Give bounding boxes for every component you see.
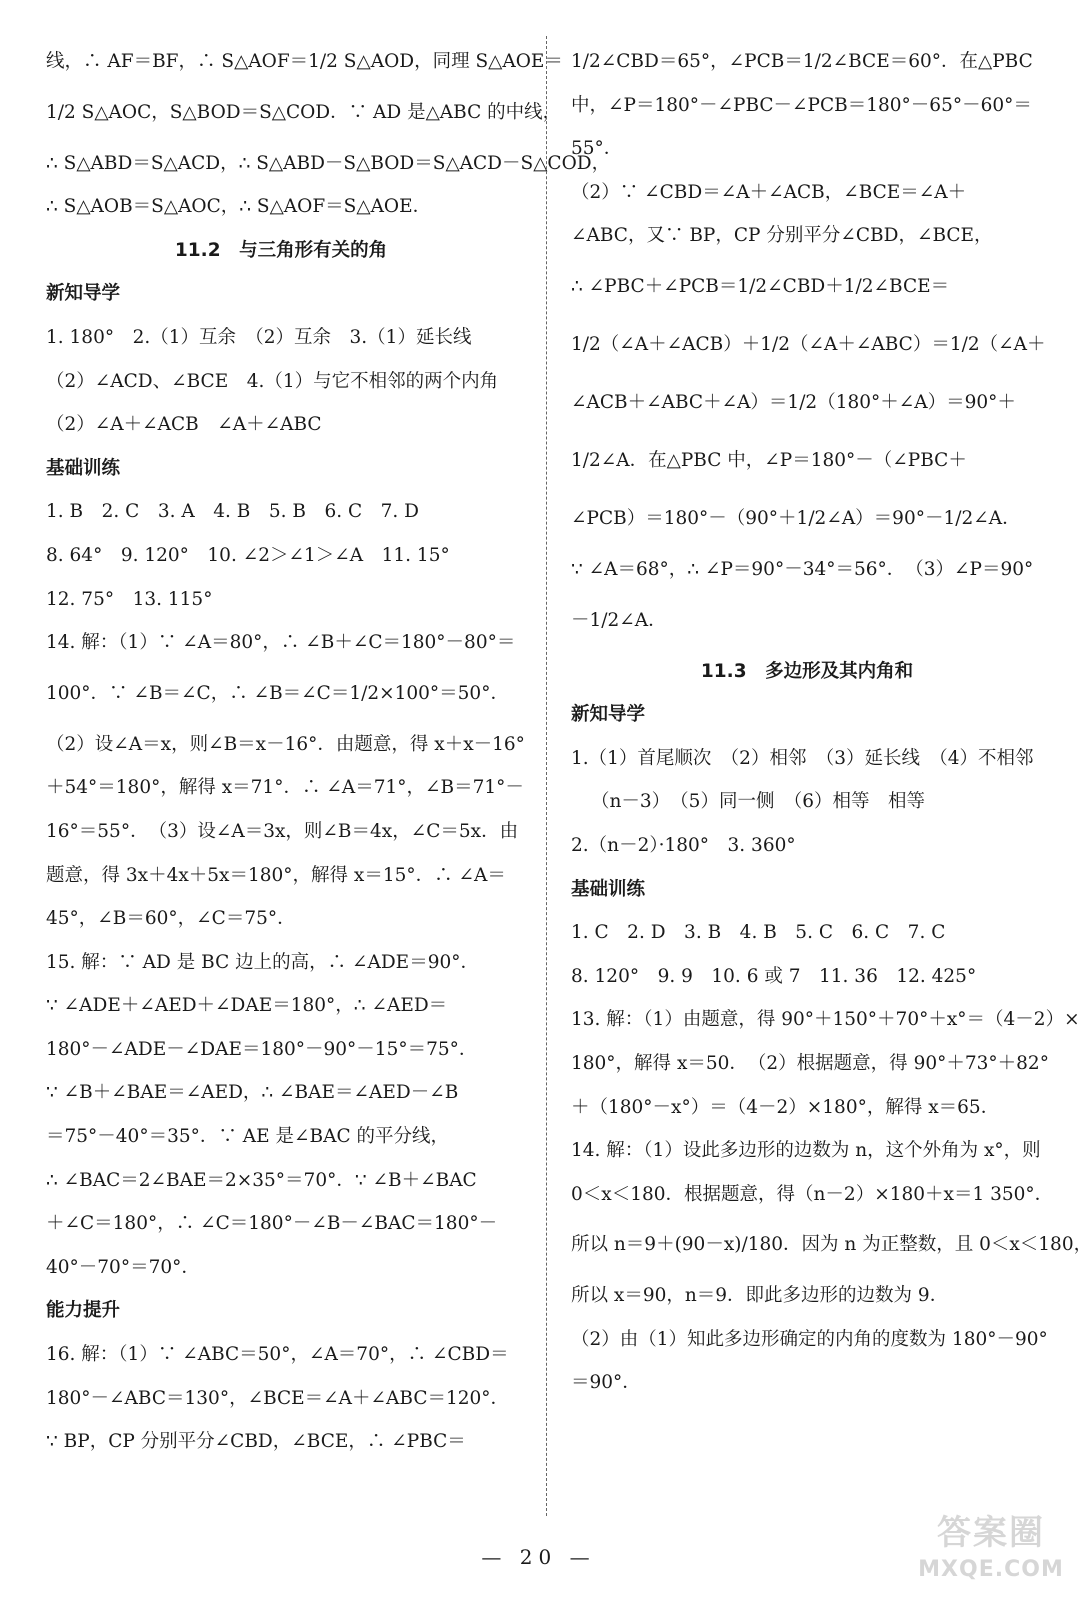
text-line: （2）∠A＋∠ACB ∠A＋∠ABC: [46, 414, 322, 436]
text-line: 180°，解得 x＝50． （2）根据题意，得 90°＋73°＋82°: [571, 1052, 1049, 1074]
text-line: ∵ ∠A＝68°，∴ ∠P＝90°－34°＝56°． （3）∠P＝90°: [571, 558, 1034, 580]
text-line: 16. 解：（1）∵ ∠ABC＝50°，∠A＝70°，∴ ∠CBD＝: [46, 1344, 509, 1366]
text-line: 14. 解：（1）设此多边形的边数为 n，这个外角为 x°，则: [571, 1140, 1041, 1162]
page-number: — 20 —: [481, 1545, 596, 1569]
text-line: 40°－70°＝70°．: [46, 1256, 200, 1278]
text-line: ＋54°＝180°，解得 x＝71°．∴ ∠A＝71°，∠B＝71°－: [46, 777, 524, 799]
watermark-text: 答案圈: [937, 1513, 1045, 1553]
text-line: 中，∠P＝180°－∠PBC－∠PCB＝180°－65°－60°＝: [571, 94, 1032, 116]
right-column: [571, 40, 1092, 1405]
text-line: （2）由（1）知此多边形确定的内角的度数为 180°－90°: [571, 1328, 1048, 1350]
text-line: 45°，∠B＝60°，∠C＝75°．: [46, 908, 296, 930]
text-line: 180°－∠ABC＝130°，∠BCE＝∠A＋∠ABC＝120°．: [46, 1387, 510, 1409]
text-line: ＝90°．: [571, 1372, 641, 1394]
text-line: 1/2（∠A＋∠ACB）＋1/2（∠A＋∠ABC）＝1/2（∠A＋: [571, 333, 1046, 355]
text-line: 1/2∠CBD＝65°，∠PCB＝1/2∠BCE＝60°．在△PBC: [571, 51, 1033, 72]
text-line: ∠PCB）＝180°－（90°＋1/2∠A）＝90°－1/2∠A．: [571, 507, 1021, 529]
text-line: 13. 解：（1）由题意，得 90°＋150°＋70°＋x°＝（4－2）×: [571, 1009, 1080, 1031]
text-line: （2）设∠A＝x，则∠B＝x－16°．由题意，得 x＋x－16°: [46, 733, 525, 755]
text-line: 15. 解：∵ AD 是 BC 边上的高，∴ ∠ADE＝90°．: [46, 951, 479, 973]
text-line: （2）∠ACD、∠BCE 4.（1）与它不相邻的两个内角: [46, 370, 499, 392]
section-heading: 基础训练: [46, 457, 121, 479]
text-line: 1/2 S△AOC，S△BOD＝S△COD．∵ AD 是△ABC 的中线，: [46, 101, 562, 123]
section-heading: 基础训练: [571, 878, 646, 900]
section-heading: 11.2 与三角形有关的角: [174, 239, 388, 261]
text-line: （n－3） （5）同一侧 （6）相等 相等: [591, 791, 925, 813]
watermark-logo: [911, 1510, 1071, 1594]
text-line: 8. 64° 9. 120° 10. ∠2＞∠1＞∠A 11. 15°: [46, 544, 450, 566]
text-line: ∵ ∠ADE＋∠AED＋∠DAE＝180°，∴ ∠AED＝: [46, 995, 448, 1017]
text-line: ∴ ∠PBC＋∠PCB＝1/2∠CBD＋1/2∠BCE＝: [571, 275, 950, 297]
text-line: 2.（n－2）·180° 3. 360°: [571, 834, 796, 856]
text-line: ∴ S△ABD＝S△ACD，∴ S△ABD－S△BOD＝S△ACD－S△COD，: [46, 152, 611, 174]
text-line: ＋（180°－x°）＝（4－2）×180°，解得 x＝65．: [571, 1096, 1000, 1118]
column-divider: [546, 36, 547, 1516]
text-line: ∴ ∠BAC＝2∠BAE＝2×35°＝70°．∵ ∠B＋∠BAC: [46, 1169, 477, 1191]
text-line: ＋∠C＝180°，∴ ∠C＝180°－∠B－∠BAC＝180°－: [46, 1213, 498, 1235]
watermark-url: MXQE.COM: [918, 1557, 1064, 1582]
text-line: 55°．: [571, 138, 623, 160]
text-line: 180°－∠ADE－∠DAE＝180°－90°－15°＝75°．: [46, 1038, 478, 1060]
text-line: 题意，得 3x＋4x＋5x＝180°，解得 x＝15°．∴ ∠A＝: [46, 864, 506, 886]
text-line: ∠ABC，又∵ BP，CP 分别平分∠CBD，∠BCE，: [571, 225, 993, 247]
text-line: 1. 180° 2.（1）互余 （2）互余 3.（1）延长线: [46, 326, 472, 348]
text-line: ∠ACB＋∠ABC＋∠A）＝1/2（180°＋∠A）＝90°＋: [571, 391, 1016, 413]
text-line: 12. 75° 13. 115°: [46, 588, 213, 610]
text-line: 1. C 2. D 3. B 4. B 5. C 6. C 7. C: [571, 922, 946, 944]
left-column: [46, 40, 611, 1464]
text-line: 100°．∵ ∠B＝∠C，∴ ∠B＝∠C＝1/2×100°＝50°．: [46, 682, 509, 704]
text-line: 1/2∠A．在△PBC 中，∠P＝180°－（∠PBC＋: [571, 449, 967, 471]
section-heading: 11.3 多边形及其内角和: [700, 660, 914, 682]
text-line: 16°＝55°． （3）设∠A＝3x，则∠B＝4x，∠C＝5x．由: [46, 820, 519, 842]
text-line: 1. B 2. C 3. A 4. B 5. B 6. C 7. D: [46, 501, 420, 523]
text-line: 14. 解：（1）∵ ∠A＝80°，∴ ∠B＋∠C＝180°－80°＝: [46, 632, 516, 654]
text-line: 所以 n＝9＋(90－x)/180．因为 n 为正整数，且 0＜x＜180，: [571, 1234, 1092, 1256]
text-line: （2）∵ ∠CBD＝∠A＋∠ACB，∠BCE＝∠A＋: [571, 181, 967, 203]
text-line: －1/2∠A．: [571, 609, 667, 631]
text-line: 所以 x＝90，n＝9．即此多边形的边数为 9．: [571, 1285, 949, 1307]
section-heading: 新知导学: [571, 704, 646, 726]
text-line: 8. 120° 9. 9 10. 6 或 7 11. 36 12. 425°: [571, 965, 977, 987]
text-line: ∴ S△AOB＝S△AOC，∴ S△AOF＝S△AOE．: [46, 196, 432, 218]
section-heading: 能力提升: [46, 1300, 121, 1322]
text-line: 0＜x＜180．根据题意，得（n－2）×180＋x＝1 350°．: [571, 1183, 1054, 1205]
section-heading: 新知导学: [46, 283, 121, 305]
text-line: ＝75°－40°＝35°．∵ AE 是∠BAC 的平分线，: [46, 1126, 449, 1148]
text-line: 线，∴ AF＝BF，∴ S△AOF＝1/2 S△AOD，同理 S△AOE＝: [46, 51, 563, 72]
text-line: ∵ ∠B＋∠BAE＝∠AED，∴ ∠BAE＝∠AED－∠B: [46, 1082, 459, 1104]
text-line: 1.（1）首尾顺次 （2）相邻 （3）延长线 （4）不相邻: [571, 747, 1034, 769]
text-line: ∵ BP，CP 分别平分∠CBD，∠BCE，∴ ∠PBC＝: [46, 1431, 466, 1453]
